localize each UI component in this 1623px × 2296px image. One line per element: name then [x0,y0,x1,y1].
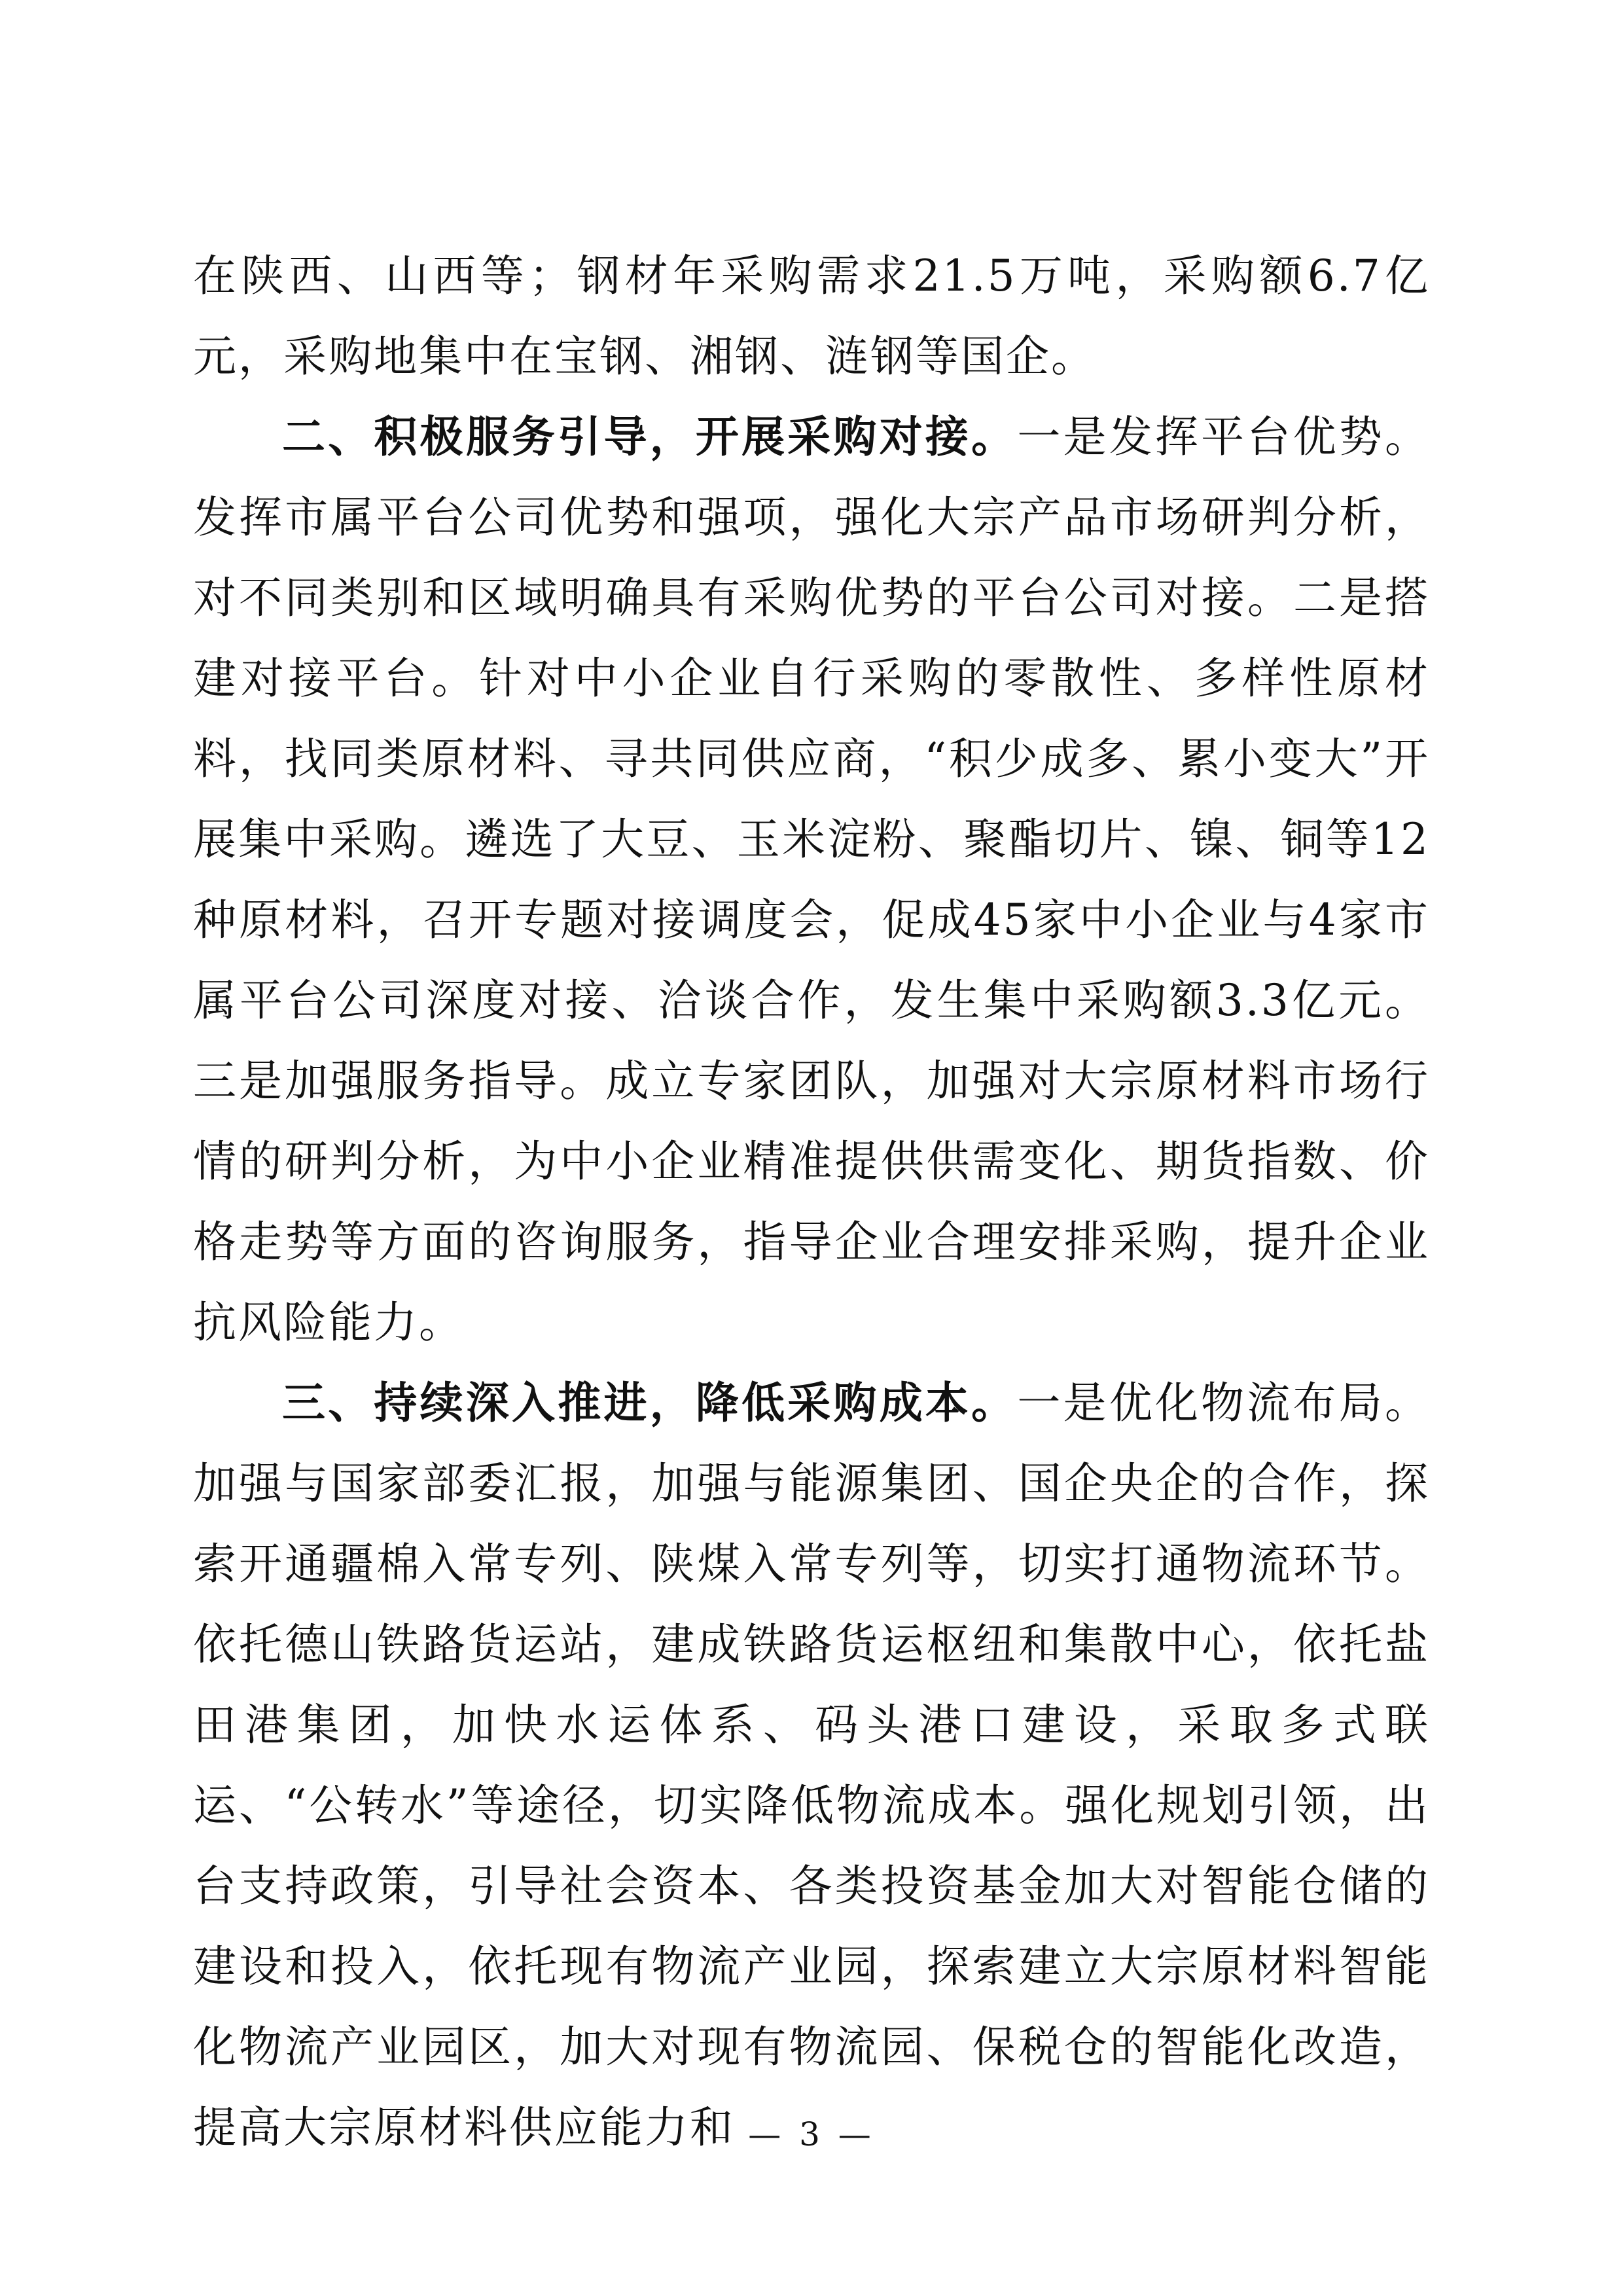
body-text [193,236,1430,2168]
point-text: 发挥市属平台公司优势和强项，强化大宗产品市场研判分析，对不同类别和区域明确具有采购优势的平台公司对接。 [193,492,1430,623]
point-text: 成立专家团队，加强对大宗原材料市场行情的研判分析，为中小企业精准提供供需变化、期货指数、价格走势等方面的咨询服务，指导企业合理安排采购，提升企业抗风险能力。 [193,1056,1431,1348]
paragraph-section-three [193,1363,1430,2168]
page-number: — 3 — [748,2115,875,2153]
paragraph-continuation [193,236,1430,397]
point-text: 针对中小企业自行采购的零散性、多样性原材料，找同类原材料、寻共同供应商，“积少成多、累小变大”开展集中采购。遴选了大豆、玉米淀粉、聚酯切片、镍、铜等12种原材料，召开专题对接调度会，促成45家中小企业与4家市属平台公司深度对接、洽谈合作，发生集中采购额3.3亿元。 [193,653,1431,1026]
paragraph-section-two [193,397,1430,1363]
section-heading: 二、积极服务引导，开展采购对接。 [282,412,1018,462]
point-lead: 二是搭建对接平台。 [193,573,1431,704]
point-lead: 一是优化物流布局。 [1017,1378,1431,1428]
section-heading: 三、持续深入推进，降低采购成本。 [282,1378,1018,1428]
paragraph-text: 在陕西、山西等；钢材年采购需求21.5万吨，采购额6.7亿元，采购地集中在宝钢、湘钢、涟钢等国企。 [193,251,1430,382]
point-lead: 三是加强服务指导。 [193,1056,606,1106]
point-lead: 一是发挥平台优势。 [1017,412,1431,462]
point-text: 加强与国家部委汇报，加强与能源集团、国企央企的合作，探索开通疆棉入常专列、陕煤入常专列等，切实打通物流环节。依托德山铁路货运站，建成铁路货运枢纽和集散中心，依托盐田港集团，加快水运体系、码头港口建设，采取多式联运、“公转水”等途径，切实降低物流成本。强化规划引领，出台支持政策，引导社会资本、各类投资基金加大对智能仓储的建设和投入，依托现有物流产业园，探索建立大宗原材料智能化物流产业园区，加大对现有物流园、保税仓的智能化改造，提高大宗原材料供应能力和 [193,1458,1430,2153]
